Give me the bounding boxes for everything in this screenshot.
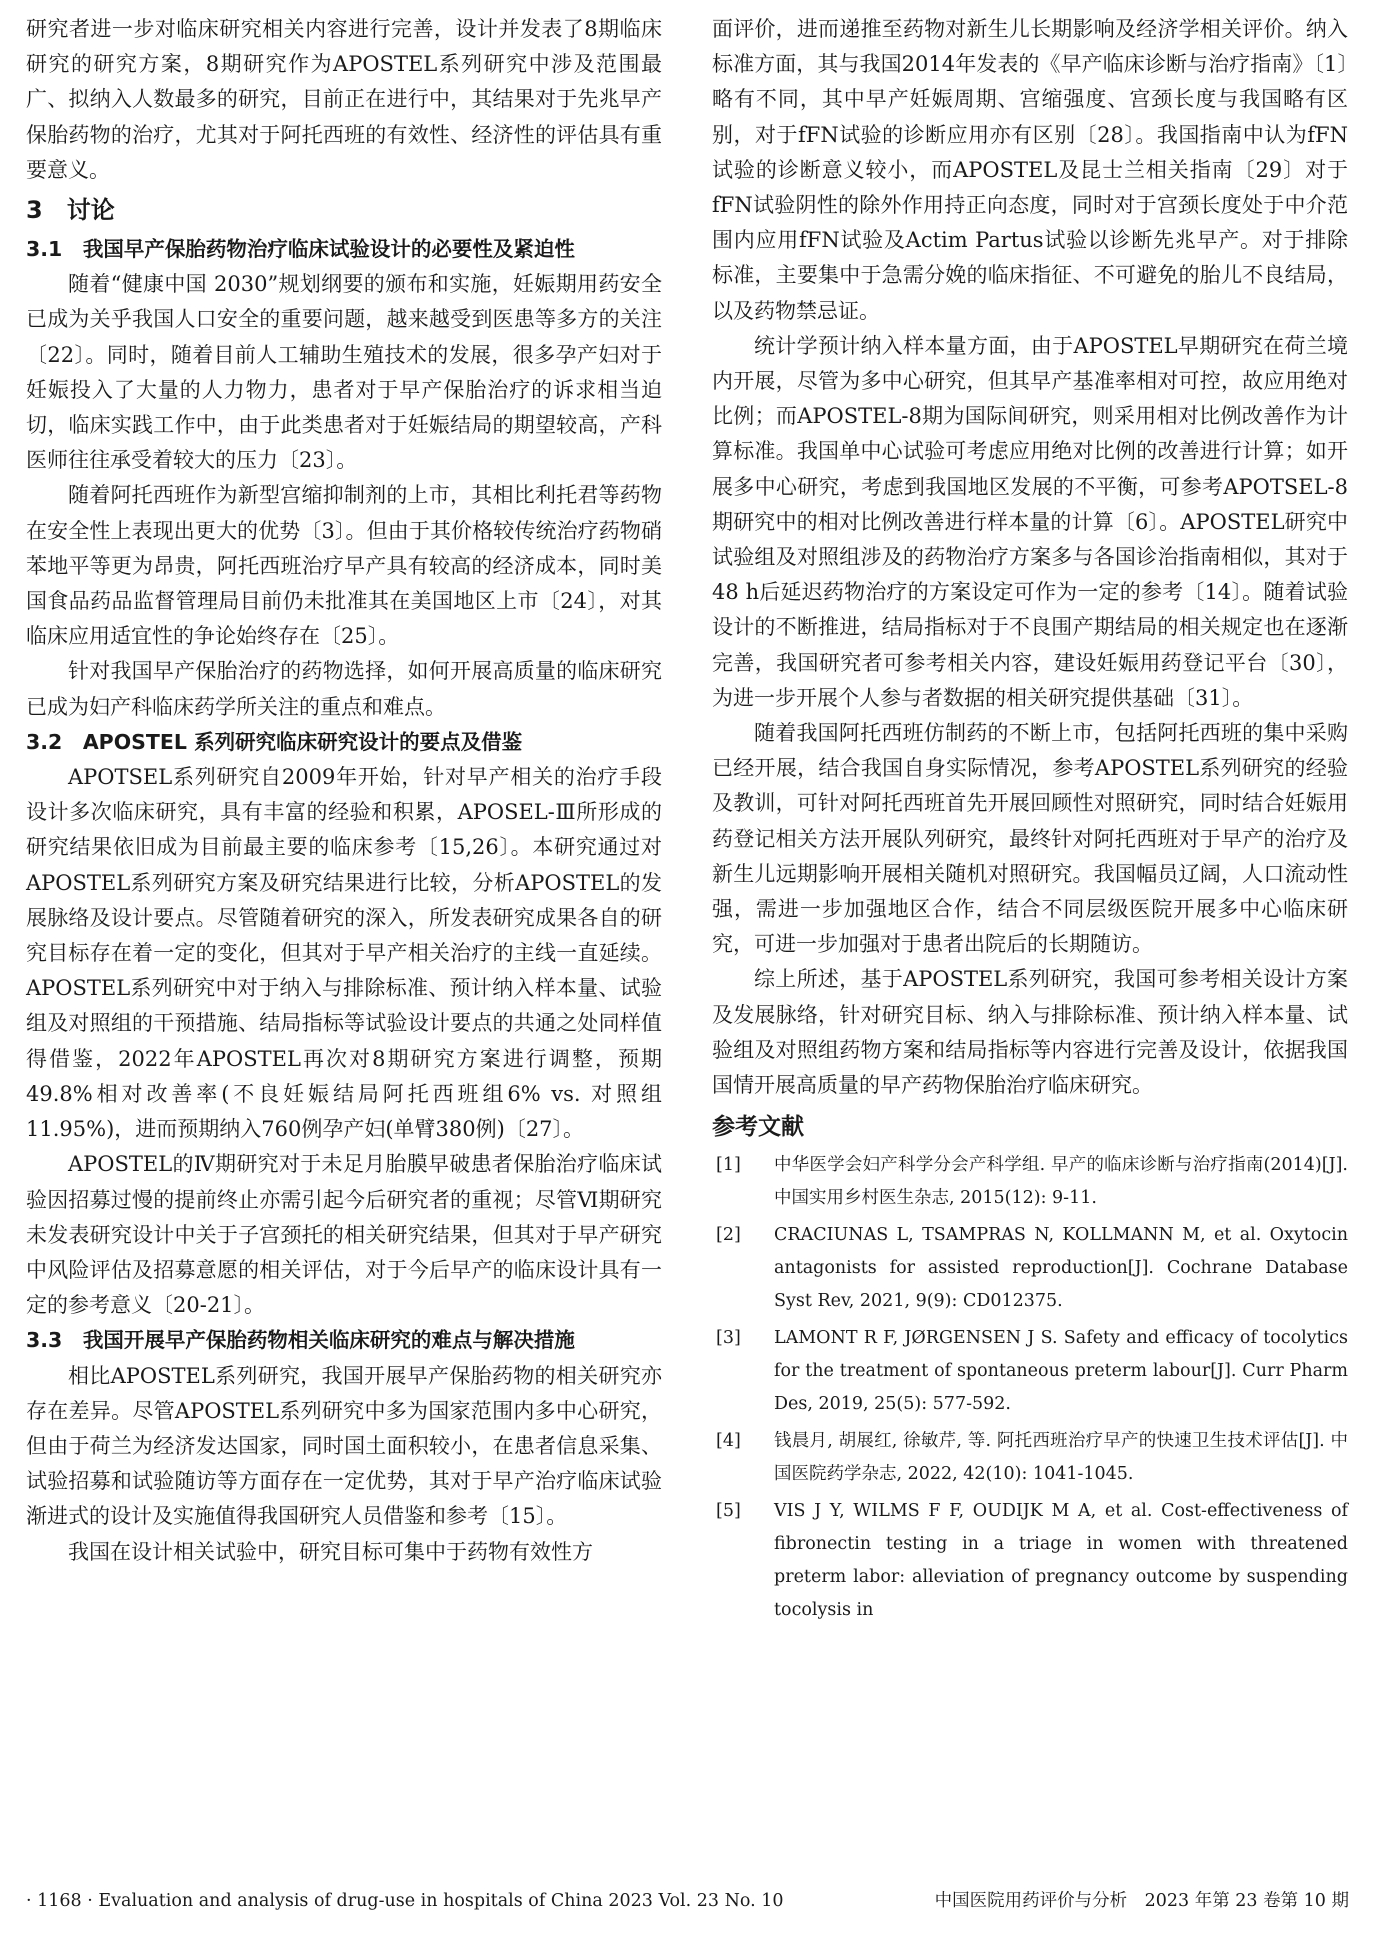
subsection-heading: 3.3 我国开展早产保胎药物相关临床研究的难点与解决措施 — [26, 1328, 575, 1353]
paragraph: 统计学预计纳入样本量方面，由于APOSTEL早期研究在荷兰境内开展，尽管为多中心研究，但其早产基准率相对可控，故应用绝对比例；而APOSTEL-8期为国际间研究，则采用相对比例改善作为计算标准。我国单中心试验可考虑应用绝对比例的改善进行计算；如开展多中心研究，考虑到我国地区发展的不平衡，可参考APOTSEL-8期研究中的相对比例改善进行样本量的计算〔6〕。APOSTEL研究中试验组及对照组涉及的药物治疗方案多与各国诊治指南相似，其对于48 h后延迟药物治疗的方案设定可作为一定的参考〔14〕。随着试验设计的不断推进，结局指标对于不良围产期结局的相关规定也在逐渐完善，我国研究者可参考相关内容，建设妊娠用药登记平台〔30〕，为进一步开展个人参与者数据的相关研究提供基础〔31〕。 — [712, 333, 1348, 710]
reference-item — [712, 1219, 1348, 1318]
page-footer — [26, 1886, 1349, 1916]
reference-text: CRACIUNAS L, TSAMPRAS N, KOLLMANN M, et al. Oxytocin antagonists for assisted reproduction[J]. Cochrane Database Syst Rev, 2021, 9(9): CD012375. — [774, 1225, 1348, 1312]
reference-text: LAMONT R F, JØRGENSEN J S. Safety and efficacy of tocolytics for the treatment of spontaneous preterm labour[J]. Curr Pharm Des, 2019, 25(5): 577-592. — [774, 1328, 1348, 1415]
paragraph: 面评价，进而递推至药物对新生儿长期影响及经济学相关评价。纳入标准方面，其与我国2014年发表的《早产临床诊断与治疗指南》〔1〕略有不同，其中早产妊娠周期、宫缩强度、宫颈长度与我国略有区别，对于fFN试验的诊断应用亦有区别〔28〕。我国指南中认为fFN试验的诊断意义较小，而APOSTEL及昆士兰相关指南〔29〕对于fFN试验阴性的除外作用持正向态度，同时对于宫颈长度处于中介范围内应用fFN试验及Actim Partus试验以诊断先兆早产。对于排除标准，主要集中于急需分娩的临床指征、不可避免的胎儿不良结局，以及药物禁忌证。 — [712, 17, 1348, 323]
paragraph: 随着“健康中国 2030”规划纲要的颁布和实施，妊娠期用药安全已成为关乎我国人口安全的重要问题，越来越受到医患等多方的关注〔22〕。同时，随着目前人工辅助生殖技术的发展，很多孕产妇对于妊娠投入了大量的人力物力，患者对于早产保胎治疗的诉求相当迫切，临床实践工作中，由于此类患者对于妊娠结局的期望较高，产科医师往往承受着较大的压力〔23〕。 — [26, 272, 662, 473]
reference-text: 中华医学会妇产科学分会产科学组. 早产的临床诊断与治疗指南(2014)[J]. 中国实用乡村医生杂志, 2015(12): 9-11. — [774, 1155, 1348, 1209]
reference-number: [4] — [716, 1431, 741, 1452]
reference-list — [712, 1149, 1348, 1627]
reference-text: 钱晨月, 胡展红, 徐敏芹, 等. 阿托西班治疗早产的快速卫生技术评估[J]. 中国医院药学杂志, 2022, 42(10): 1041-1045. — [774, 1431, 1348, 1485]
reference-number: [2] — [716, 1225, 741, 1246]
footer-journal-english: · 1168 · Evaluation and analysis of drug-use in hospitals of China 2023 Vol. 23 No. 10 — [26, 1891, 784, 1911]
reference-item — [712, 1149, 1348, 1215]
paragraph: 研究者进一步对临床研究相关内容进行完善，设计并发表了8期临床研究的研究方案，8期研究作为APOSTEL系列研究中涉及范围最广、拟纳入人数最多的研究，目前正在进行中，其结果对于先兆早产保胎药物的治疗，尤其对于阿托西班的有效性、经济性的评估具有重要意义。 — [26, 17, 662, 182]
paragraph: 综上所述，基于APOSTEL系列研究，我国可参考相关设计方案及发展脉络，针对研究目标、纳入与排除标准、预计纳入样本量、试验组及对照组药物方案和结局指标等内容进行完善及设计，依据我国国情开展高质量的早产药物保胎治疗临床研究。 — [712, 967, 1348, 1098]
reference-text: VIS J Y, WILMS F F, OUDIJK M A, et al. Cost-effectiveness of fibronectin testing in a triage in women with threatened preterm labor: alleviation of pregnancy outcome by suspending tocolysis in — [774, 1501, 1348, 1621]
subsection-heading: 3.1 我国早产保胎药物治疗临床试验设计的必要性及紧迫性 — [26, 237, 575, 262]
left-column — [26, 12, 662, 1570]
reference-number: [3] — [716, 1328, 741, 1349]
section-heading: 3 讨论 — [26, 196, 115, 225]
paragraph: APOSTEL的Ⅳ期研究对于未足月胎膜早破患者保胎治疗临床试验因招募过慢的提前终止亦需引起今后研究者的重视；尽管Ⅵ期研究未发表研究设计中关于子宫颈托的相关研究结果，但其对于早产研究中风险评估及招募意愿的相关评估，对于今后早产的临床设计具有一定的参考意义〔20-21〕。 — [26, 1152, 662, 1318]
subsection-heading: 3.2 APOSTEL 系列研究临床研究设计的要点及借鉴 — [26, 729, 523, 754]
paragraph: APOTSEL系列研究自2009年开始，针对早产相关的治疗手段设计多次临床研究，具有丰富的经验和积累，APOSEL-Ⅲ所形成的研究结果依旧成为目前最主要的临床参考〔15,26〕。本研究通过对APOSTEL系列研究方案及研究结果进行比较，分析APOSTEL的发展脉络及设计要点。尽管随着研究的深入，所发表研究成果各自的研究目标存在着一定的变化，但其对于早产相关治疗的主线一直延续。APOSTEL系列研究中对于纳入与排除标准、预计纳入样本量、试验组及对照组的干预措施、结局指标等试验设计要点的共通之处同样值得借鉴，2022年APOSTEL再次对8期研究方案进行调整，预期49.8%相对改善率(不良妊娠结局阿托西班组6% vs. 对照组11.95%)，进而预期纳入760例孕产妇(单臂380例)〔27〕。 — [26, 765, 662, 1142]
paragraph: 我国在设计相关试验中，研究目标可集中于药物有效性方 — [68, 1539, 593, 1564]
paragraph: 随着阿托西班作为新型宫缩抑制剂的上市，其相比利托君等药物在安全性上表现出更大的优势〔3〕。但由于其价格较传统治疗药物硝苯地平等更为昂贵，阿托西班治疗早产具有较高的经济成本，同时美国食品药品监督管理局目前仍未批准其在美国地区上市〔24〕，对其临床应用适宜性的争论始终存在〔25〕。 — [26, 483, 662, 649]
paragraph: 随着我国阿托西班仿制药的不断上市，包括阿托西班的集中采购已经开展，结合我国自身实际情况，参考APOSTEL系列研究的经验及教训，可针对阿托西班首先开展回顾性对照研究，同时结合妊娠用药登记相关方法开展队列研究，最终针对阿托西班对于早产的治疗及新生儿远期影响开展相关随机对照研究。我国幅员辽阔，人口流动性强，需进一步加强地区合作，结合不同层级医院开展多中心临床研究，可进一步加强对于患者出院后的长期随访。 — [712, 721, 1348, 957]
paragraph: 针对我国早产保胎治疗的药物选择，如何开展高质量的临床研究已成为妇产科临床药学所关注的重点和难点。 — [26, 659, 662, 719]
reference-number: [5] — [716, 1501, 741, 1522]
reference-item — [712, 1322, 1348, 1421]
reference-item — [712, 1495, 1348, 1627]
paragraph: 相比APOSTEL系列研究，我国开展早产保胎药物的相关研究亦存在差异。尽管APOSTEL系列研究中多为国家范围内多中心研究，但由于荷兰为经济发达国家，同时国土面积较小，在患者信息采集、试验招募和试验随访等方面存在一定优势，其对于早产治疗临床试验渐进式的设计及实施值得我国研究人员借鉴和参考〔15〕。 — [26, 1363, 662, 1529]
references-heading: 参考文献 — [712, 1114, 804, 1141]
reference-item — [712, 1425, 1348, 1491]
right-column — [712, 12, 1348, 1631]
reference-number: [1] — [716, 1155, 741, 1176]
footer-journal-chinese: 中国医院用药评价与分析 2023 年第 23 卷第 10 期 — [934, 1891, 1349, 1911]
